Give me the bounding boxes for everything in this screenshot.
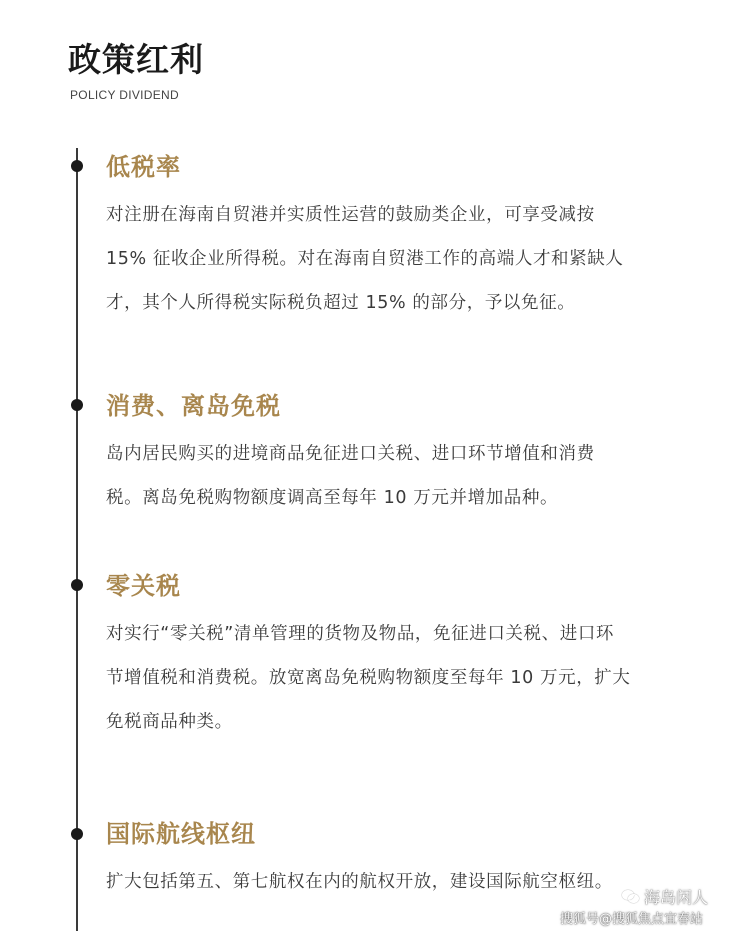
watermark-brand-label: 海岛闲人 bbox=[644, 888, 709, 907]
page-subtitle: POLICY DIVIDEND bbox=[70, 88, 179, 102]
timeline-dot-duty-free bbox=[71, 399, 83, 411]
section-aviation-hub bbox=[106, 817, 706, 904]
watermark-brand bbox=[622, 885, 708, 908]
section-low-tax bbox=[106, 150, 706, 325]
section-body: 岛内居民购买的进境商品免征进口关税、进口环节增值和消费 税。离岛免税购物额度调高至每年 10 万元并增加品种。 bbox=[106, 444, 595, 508]
section-duty-free bbox=[106, 389, 706, 520]
page-title: 政策红利 bbox=[68, 40, 204, 79]
timeline-dot-low-tax bbox=[71, 160, 83, 172]
section-body: 对实行“零关税”清单管理的货物及物品，免征进口关税、进口环 节增值税和消费税。放宽离岛免税购物额度至每年 10 万元，扩大 免税商品种类。 bbox=[106, 624, 631, 732]
timeline-dot-zero-tariff bbox=[71, 579, 83, 591]
section-title: 零关税 bbox=[106, 572, 181, 600]
timeline-line bbox=[76, 148, 78, 931]
section-body: 对注册在海南自贸港并实质性运营的鼓励类企业，可享受减按 15% 征收企业所得税。对在海南自贸港工作的高端人才和紧缺人 才，其个人所得税实际税负超过 15% 的部分，予以免征。 bbox=[106, 205, 624, 313]
section-body: 扩大包括第五、第七航权在内的航权开放，建设国际航空枢纽。 bbox=[106, 872, 613, 892]
section-title: 国际航线枢纽 bbox=[106, 820, 256, 848]
wechat-icon bbox=[622, 890, 640, 904]
section-title: 消费、离岛免税 bbox=[106, 392, 281, 420]
section-title: 低税率 bbox=[106, 153, 181, 181]
section-zero-tariff bbox=[106, 569, 706, 744]
watermark-site: 搜狐号@搜狐焦点宜春站 bbox=[560, 912, 704, 927]
timeline-dot-aviation-hub bbox=[71, 828, 83, 840]
